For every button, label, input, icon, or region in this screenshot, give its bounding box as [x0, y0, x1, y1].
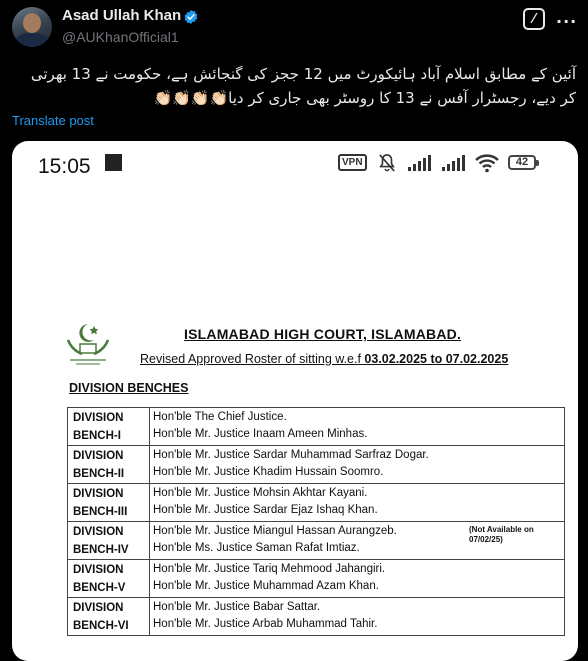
bench-note [466, 484, 565, 522]
table-row [68, 446, 565, 484]
bench-judges: Hon'ble The Chief Justice. Hon'ble Mr. Justice Inaam Ameen Minhas. [150, 408, 467, 446]
bench-label: DIVISION BENCH-IV [68, 522, 150, 560]
grok-icon[interactable]: ⁄ [523, 8, 545, 30]
bench-label: DIVISION BENCH-I [68, 408, 150, 446]
roster-document [12, 141, 578, 661]
court-emblem [62, 318, 114, 366]
status-time: 15:05 [38, 155, 91, 178]
author-name[interactable]: Asad Ullah Khan [62, 7, 182, 24]
bench-note [466, 446, 565, 484]
bench-judges: Hon'ble Mr. Justice Sardar Muhammad Sarfraz Dogar. Hon'ble Mr. Justice Khadim Hussain Soomro. [150, 446, 467, 484]
bench-label: DIVISION BENCH-III [68, 484, 150, 522]
table-row [68, 484, 565, 522]
post-text-line: کر دیے، رجسٹرار آفس نے 13 کا روسٹر بھی جاری کر دیا👏🏻👏🏻👏🏻👏🏻 [153, 89, 576, 107]
roster-subtitle [140, 352, 508, 366]
bench-table [67, 407, 565, 636]
more-icon[interactable]: ··· [556, 12, 578, 31]
post-text [16, 62, 576, 110]
bench-note [466, 598, 565, 636]
bench-label: DIVISION BENCH-V [68, 560, 150, 598]
bench-judges: Hon'ble Mr. Justice Miangul Hassan Aurangzeb. Hon'ble Ms. Justice Saman Rafat Imtiaz. [150, 522, 467, 560]
verified-icon [183, 9, 199, 25]
bench-note: (Not Available on 07/02/25) [466, 522, 565, 560]
battery-icon: 42 [508, 155, 536, 170]
table-row [68, 408, 565, 446]
court-name: ISLAMABAD HIGH COURT, ISLAMABAD. [184, 326, 462, 342]
author-handle[interactable]: @AUKhanOfficial1 [62, 29, 179, 45]
bench-label: DIVISION BENCH-II [68, 446, 150, 484]
roster-prefix: Revised Approved Roster of sitting w.e.f [140, 352, 365, 366]
roster-dates: 03.02.2025 to 07.02.2025 [364, 352, 509, 366]
post-text-line: آئین کے مطابق اسلام آباد ہائیکورٹ میں 12 ججز کی گنجائش ہے، حکومت نے 13 بھرتی [30, 65, 576, 83]
table-row [68, 560, 565, 598]
table-row [68, 598, 565, 636]
bench-note [466, 408, 565, 446]
bench-note [466, 560, 565, 598]
author-avatar[interactable] [12, 7, 52, 47]
bench-label: DIVISION BENCH-VI [68, 598, 150, 636]
bench-judges: Hon'ble Mr. Justice Tariq Mehmood Jahangiri. Hon'ble Mr. Justice Muhammad Azam Khan. [150, 560, 467, 598]
vpn-icon: VPN [338, 154, 367, 171]
translate-post-link[interactable]: Translate post [12, 113, 94, 128]
bench-judges: Hon'ble Mr. Justice Mohsin Akhtar Kayani. Hon'ble Mr. Justice Sardar Ejaz Ishaq Khan. [150, 484, 467, 522]
table-row [68, 522, 565, 560]
bench-judges: Hon'ble Mr. Justice Babar Sattar. Hon'ble Mr. Justice Arbab Muhammad Tahir. [150, 598, 467, 636]
attached-image[interactable] [12, 141, 578, 661]
section-title: DIVISION BENCHES [69, 381, 189, 395]
